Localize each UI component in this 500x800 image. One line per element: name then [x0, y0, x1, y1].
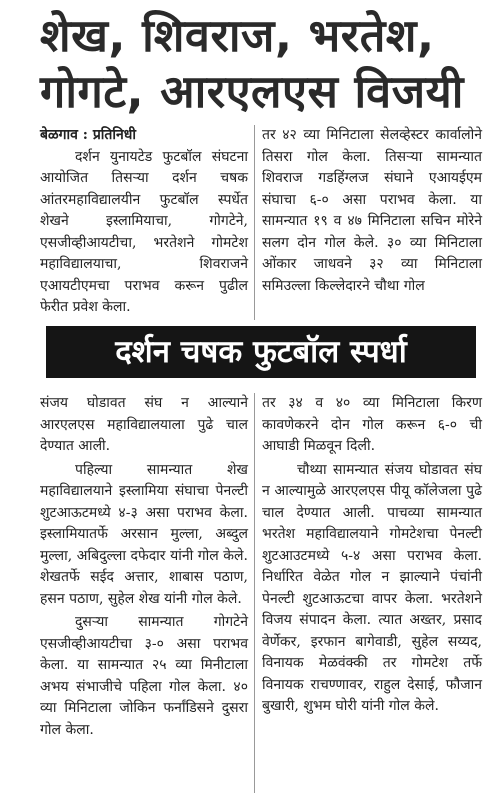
headline-line-2: गोगटे, आरएलएस विजयी	[40, 65, 464, 118]
paragraph: तर ३४ व ४० व्या मिनिटाला किरण कावणेकरने दोन गोल करून ६-० ची आघाडी मिळवून दिली.	[262, 395, 482, 454]
paragraph: दर्शन युनायटेड फुटबॉल संघटना आयोजित तिसऱ्या दर्शन चषक आंतरमहाविद्यालयीन फुटबॉल स्पर्धेत शेखने इस्लामियाचा, गोगटेने, एसजीव्हीआयटीचा, भरतेशने गोमटेश महाविद्यालयाचा, शिवराजने एआयटीएमचा पराभव करून पुढील फेरीत प्रवेश केला.	[40, 148, 248, 315]
section-banner: दर्शन चषक फुटबॉल स्पर्धा	[46, 326, 476, 378]
article-column-right-bottom	[262, 393, 482, 718]
dateline: बेळगाव : प्रतिनिधी	[40, 127, 137, 143]
column-divider	[254, 125, 255, 320]
paragraph: पहिल्या सामन्यात शेख महाविद्यालयाने इस्लामिया संघाचा पेनल्टी शुटआऊटमध्ये ४-३ असा पराभव केला. इस्लामियातर्फे अरसान मुल्ला, अब्दुल मुल्ला, अबिदुल्ला दफेदार यांनी गोल केले. शेखतर्फे सईद अत्तार, शाबास पठाण, हसन पठाण, सुहेल शेख यांनी गोल केले.	[40, 461, 248, 607]
headline	[40, 8, 490, 120]
article-column-left-bottom	[40, 393, 248, 741]
column-divider	[254, 393, 255, 793]
paragraph: दुसऱ्या सामन्यात गोगटेने एसजीव्हीआयटीचा ३-० असा पराभव केला. या सामन्यात २५ व्या मिनीटाला अभय संभाजीचे पहिला गोल केला. ४० व्या मिनिटाला जोकिन फर्नांडिसने दुसरा गोल केला.	[40, 614, 248, 738]
paragraph: तर ४२ व्या मिनिटाला सेलव्हेस्टर कार्वालोने तिसरा गोल केला. तिसऱ्या सामन्यात शिवराज गडहिंग्लज संघाने एआयईएम संघाचा ६-० असा पराभव केला. या सामन्यात १९ व ४७ मिनिटाला सचिन मोरेने सलग दोन गोल केले. ३० व्या मिनिटाला ओंकार जाधवने ३२ व्या मिनिटाला समिउल्ला किल्लेदारने चौथा गोल	[262, 127, 482, 294]
paragraph: चौथ्या सामन्यात संजय घोडावत संघ न आल्यामुळे आरएलएस पीयू कॉलेजला पुढे चाल देण्यात आली. पाचव्या सामन्यात भरतेश महाविद्यालयाने गोमटेशचा पेनल्टी शुटआउटमध्ये ५-४ असा पराभव केला. निर्धारित वेळेत गोल न झाल्याने पंचांनी पेनल्टी शुटआऊटचा वापर केला. भरतेशने विजय संपादन केला. त्यात अख्तर, प्रसाद वेर्णेकर, इरफान बागेवाडी, सुहेल सय्यद, विनायक मेळवंक्की तर गोमटेश तर्फे विनायक राचण्णावर, राहुल देसाई, फौजान बुखारी, शुभम घोरी यांनी गोल केले.	[262, 461, 482, 714]
paragraph: संजय घोडावत संघ न आल्याने आरएलएस महाविद्यालयाला पुढे चाल देण्यात आली.	[40, 395, 248, 454]
article-column-left-top	[40, 125, 248, 319]
headline-line-1: शेख, शिवराज, भरतेश,	[40, 9, 435, 62]
article-column-right-top	[262, 125, 482, 297]
